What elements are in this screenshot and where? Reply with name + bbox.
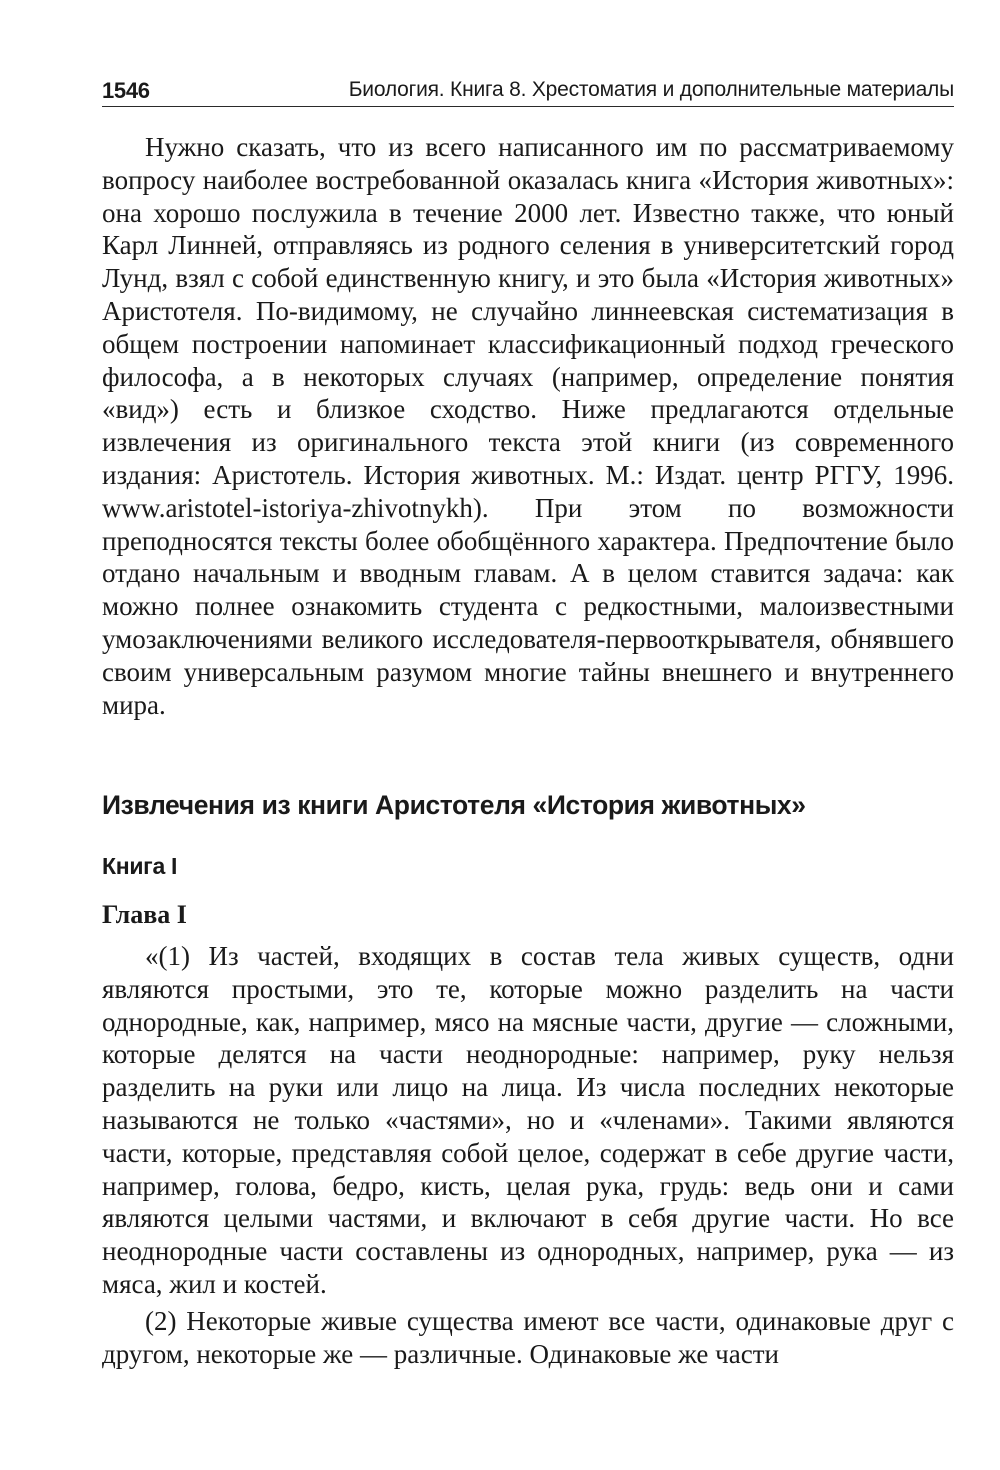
page-number: 1546 [102, 78, 150, 103]
excerpt-text [102, 940, 954, 1370]
excerpt-paragraph-1: «(1) Из частей, входящих в состав тела живых существ, одни являются простыми, это те, которые можно разделить на части однородные, как, например, мясо на мясные части, другие — сложными, которые делятся на части неоднородные: например, руку нельзя разделить на руки или лицо на лица. Из числа последних некоторые называются не только «частями», но и «членами». Такими являются части, которые, представляя собой целое, содержат в себе другие части, например, голова, бедро, кисть, целая рука, грудь: ведь они и сами являются целыми частями, и включают в себя другие части. Но все неоднородные части составлены из однородных, например, рука — из мяса, жил и костей. [102, 941, 954, 1299]
running-head [102, 66, 954, 107]
book-heading: Книга I [102, 853, 178, 879]
section-heading: Извлечения из книги Аристотеля «История животных» [102, 790, 806, 820]
chapter-heading: Глава I [102, 900, 187, 929]
excerpt-paragraph-2: (2) Некоторые живые существа имеют все части, одинаковые друг с другом, некоторые же — различные. Одинаковые же части [102, 1305, 954, 1369]
intro-paragraph: Нужно сказать, что из всего написанного им по рассматриваемому вопросу наиболее востребованной оказалась книга «История животных»: она хорошо послужила в течение 2000 лет. Известно также, что юный Карл Линней, отправляясь из родного селения в университетский город Лунд, взял с собой единственную книгу, и это была «История животных» Аристотеля. По-видимому, не случайно линнеевская систематизация в общем построении напоминает классификационный подход греческого философа, а в некоторых случаях (например, определение понятия «вид») есть и близкое сходство. Ниже предлагаются отдельные извлечения из оригинального текста этой книги (из современного издания: Аристотель. История животных. М.: Издат. центр РГГУ, 1996. www.aristotel-istoriya-zhivotnykh). При этом по возможности преподносятся тексты более обобщённого характера. Предпочтение было отдано начальным и вводным главам. А в целом ставится задача: как можно полнее ознакомить студента с редкостными, малоизвестными умозаключениями великого исследователя-первооткрывателя, обнявшего своим универсальным разумом многие тайны внешнего и внутреннего мира. [102, 132, 954, 720]
running-title: Биология. Книга 8. Хрестоматия и дополнительные материалы [348, 78, 954, 101]
